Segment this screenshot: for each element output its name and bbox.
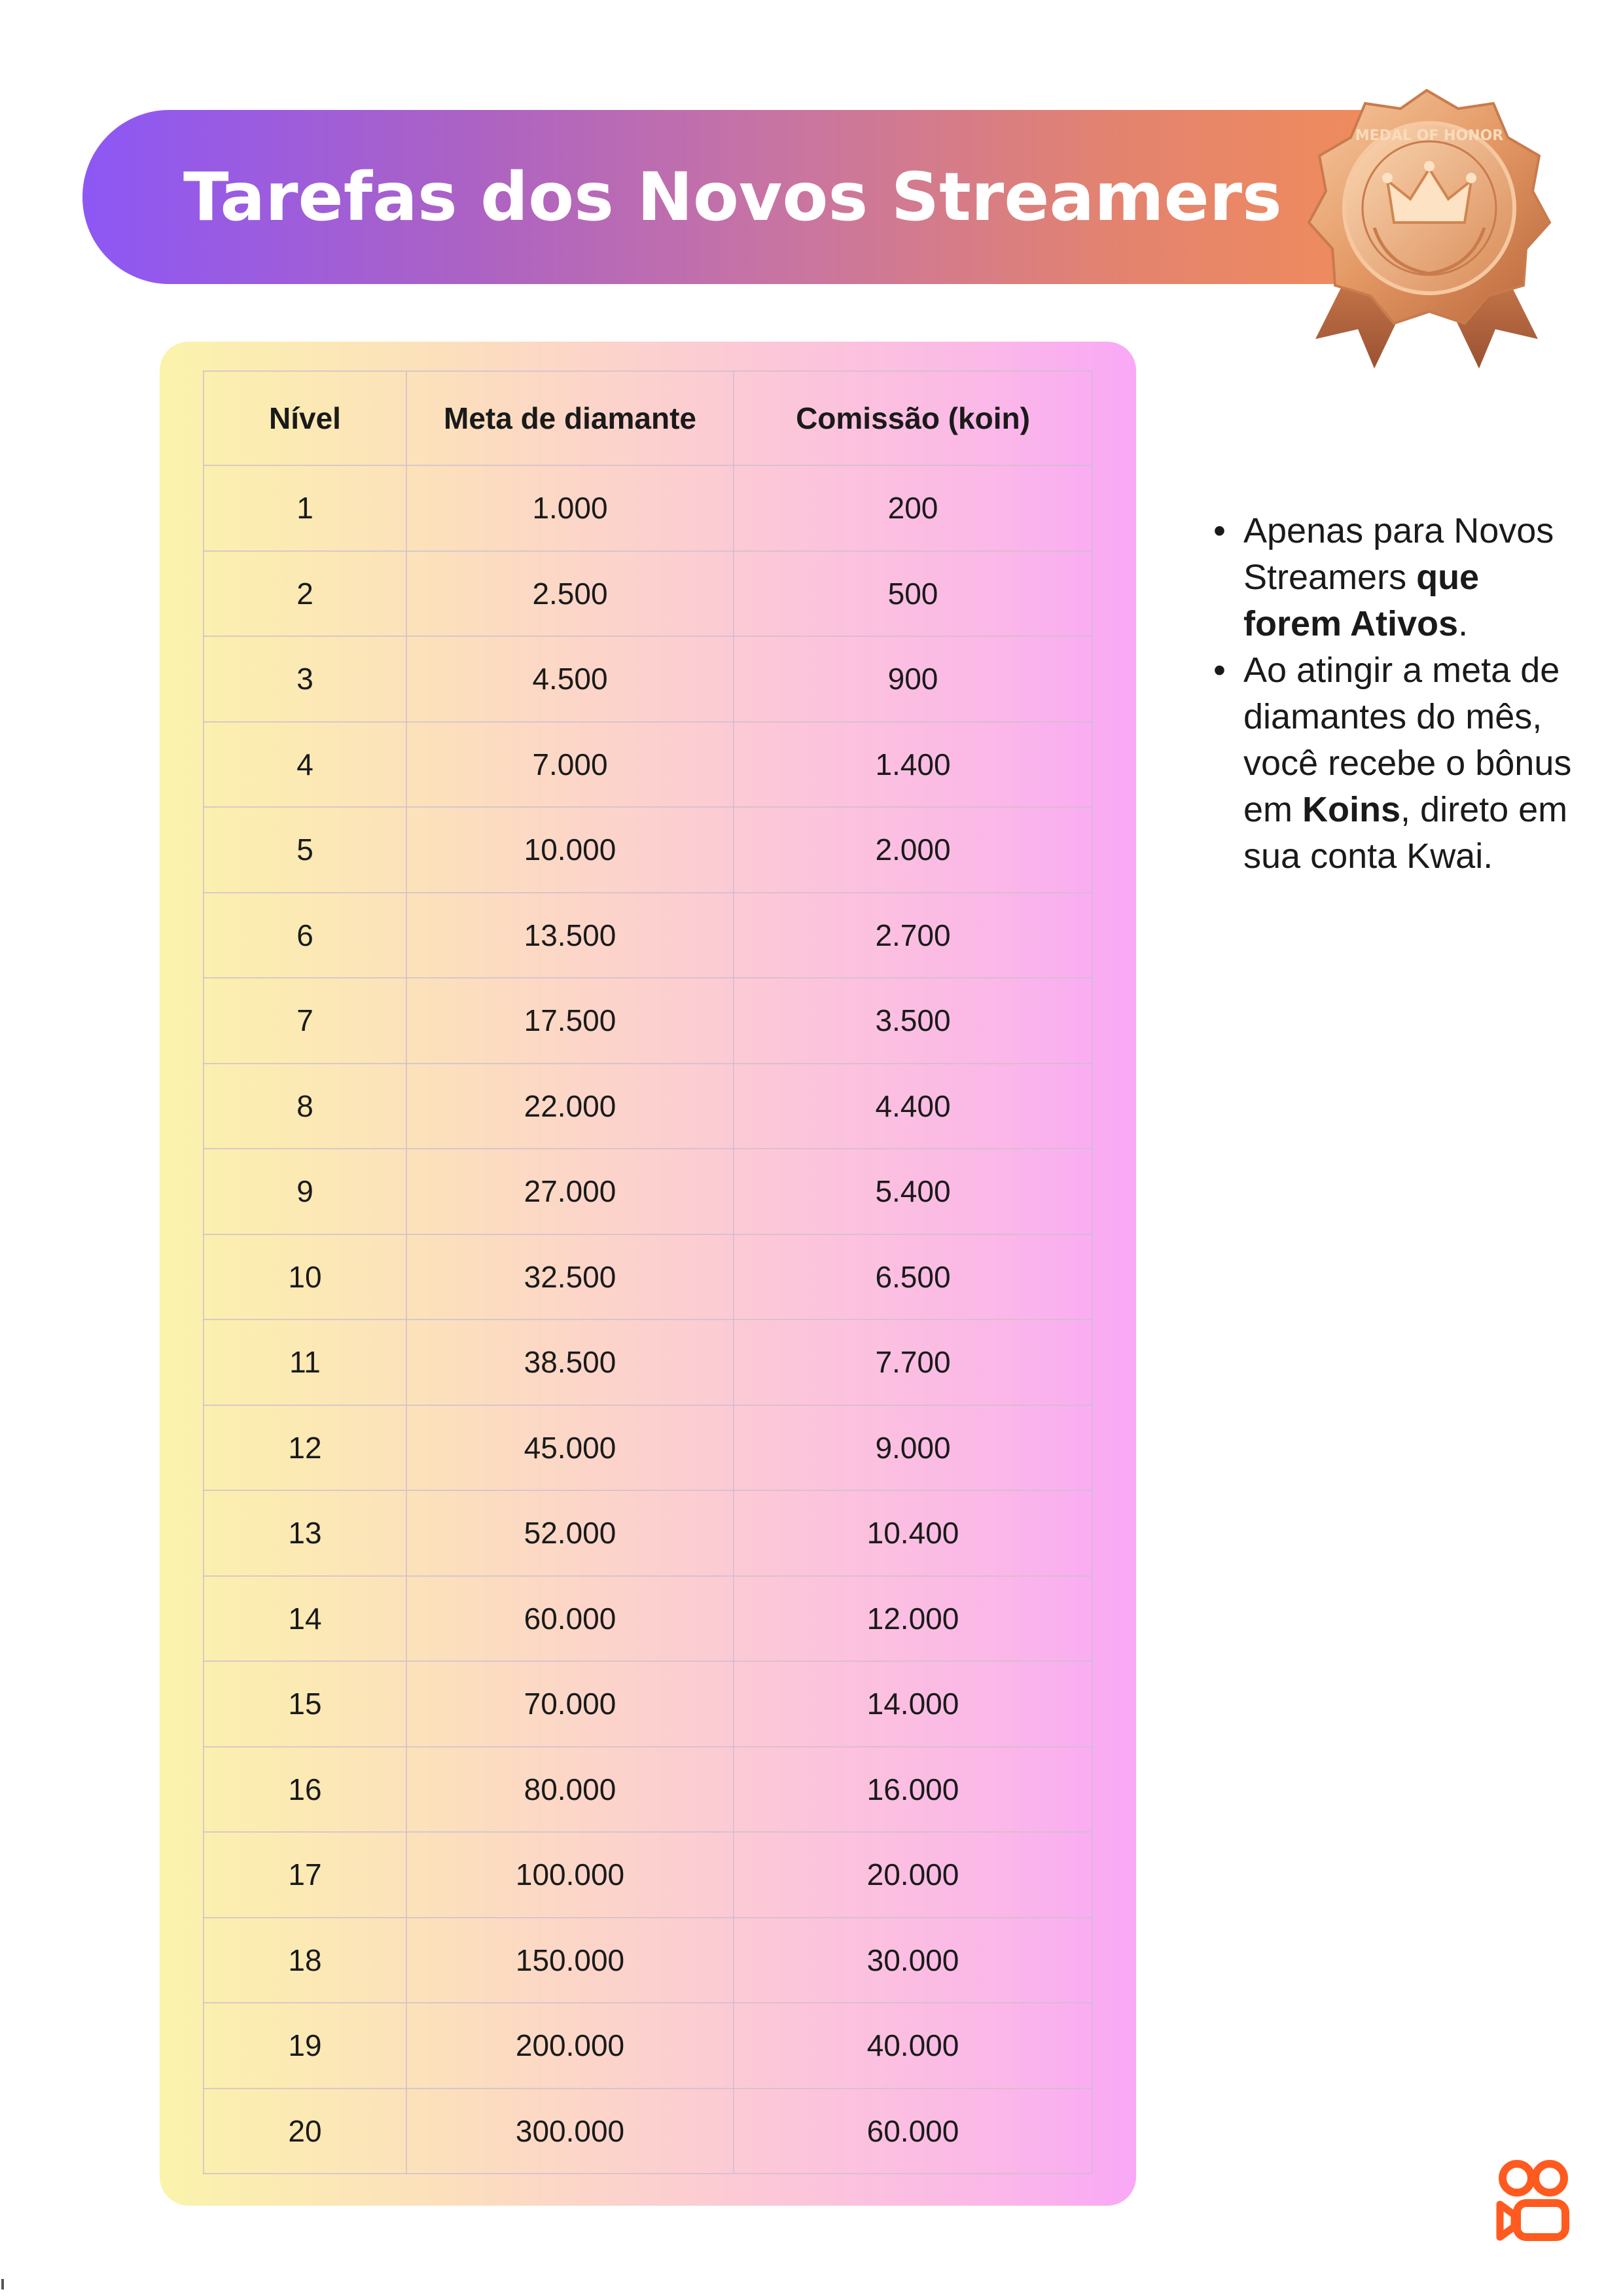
cell-meta-diamante: 10.000 [406, 807, 734, 893]
cell-meta-diamante: 27.000 [406, 1149, 734, 1234]
table-row [204, 1405, 1092, 1491]
header-meta-diamante: Meta de diamante [406, 371, 734, 465]
cell-comissao: 1.400 [734, 722, 1092, 808]
cell-comissao: 900 [734, 636, 1092, 722]
cell-nivel: 15 [204, 1661, 406, 1747]
cell-meta-diamante: 100.000 [406, 1832, 734, 1918]
cell-comissao: 10.400 [734, 1490, 1092, 1576]
cell-meta-diamante: 300.000 [406, 2089, 734, 2174]
table-row [204, 1234, 1092, 1320]
bullet-icon: • [1213, 651, 1226, 690]
cell-meta-diamante: 32.500 [406, 1234, 734, 1320]
cell-nivel: 1 [204, 465, 406, 551]
cell-nivel: 13 [204, 1490, 406, 1576]
note-text: , direto em sua conta Kwai. [1243, 790, 1568, 876]
cell-meta-diamante: 13.500 [406, 893, 734, 978]
cell-nivel: 19 [204, 2003, 406, 2089]
table-row [204, 551, 1092, 637]
cell-comissao: 16.000 [734, 1747, 1092, 1833]
cell-meta-diamante: 52.000 [406, 1490, 734, 1576]
table-row [204, 1490, 1092, 1576]
cell-nivel: 12 [204, 1405, 406, 1491]
cell-nivel: 11 [204, 1319, 406, 1405]
cell-comissao: 6.500 [734, 1234, 1092, 1320]
table-row [204, 1918, 1092, 2003]
cell-comissao: 60.000 [734, 2089, 1092, 2174]
cell-comissao: 5.400 [734, 1149, 1092, 1234]
cell-meta-diamante: 80.000 [406, 1747, 734, 1833]
cell-meta-diamante: 38.500 [406, 1319, 734, 1405]
cell-nivel: 14 [204, 1576, 406, 1662]
cell-comissao: 40.000 [734, 2003, 1092, 2089]
cell-meta-diamante: 22.000 [406, 1064, 734, 1149]
cell-nivel: 8 [204, 1064, 406, 1149]
cell-comissao: 7.700 [734, 1319, 1092, 1405]
cell-meta-diamante: 1.000 [406, 465, 734, 551]
cell-comissao: 12.000 [734, 1576, 1092, 1662]
table-row [204, 2089, 1092, 2174]
page-title: Tarefas dos Novos Streamers [183, 158, 1282, 236]
cell-nivel: 16 [204, 1747, 406, 1833]
cell-nivel: 17 [204, 1832, 406, 1918]
cell-comissao: 3.500 [734, 978, 1092, 1064]
note-text: . [1458, 604, 1469, 643]
header-comissao: Comissão (koin) [734, 371, 1092, 465]
cell-nivel: 7 [204, 978, 406, 1064]
cell-comissao: 2.700 [734, 893, 1092, 978]
cell-meta-diamante: 70.000 [406, 1661, 734, 1747]
table-row [204, 1149, 1092, 1234]
cell-comissao: 30.000 [734, 1918, 1092, 2003]
cell-nivel: 18 [204, 1918, 406, 2003]
cell-meta-diamante: 45.000 [406, 1405, 734, 1491]
table-row [204, 1747, 1092, 1833]
note-text: Apenas para Novos Streamers [1243, 511, 1554, 597]
note-emphasis: que forem Ativos [1243, 558, 1480, 643]
table-row [204, 722, 1092, 808]
cell-comissao: 9.000 [734, 1405, 1092, 1491]
table-row [204, 807, 1092, 893]
table-header-row [204, 371, 1092, 465]
table-row [204, 1064, 1092, 1149]
cell-nivel: 3 [204, 636, 406, 722]
cell-comissao: 200 [734, 465, 1092, 551]
cell-nivel: 20 [204, 2089, 406, 2174]
table-row [204, 893, 1092, 978]
table-row [204, 978, 1092, 1064]
cell-meta-diamante: 2.500 [406, 551, 734, 637]
cell-comissao: 4.400 [734, 1064, 1092, 1149]
cell-nivel: 4 [204, 722, 406, 808]
table-row [204, 636, 1092, 722]
note-item [1209, 647, 1576, 880]
header-nivel: Nível [204, 371, 406, 465]
cell-meta-diamante: 200.000 [406, 2003, 734, 2089]
note-text: Ao atingir a meta de diamantes do mês, você recebe o bônus em [1243, 651, 1572, 829]
cell-nivel: 10 [204, 1234, 406, 1320]
note-item [1209, 508, 1576, 647]
crown-medal-icon [1289, 77, 1564, 391]
level-table [203, 370, 1093, 2174]
cell-meta-diamante: 60.000 [406, 1576, 734, 1662]
cell-nivel: 5 [204, 807, 406, 893]
table-row [204, 2003, 1092, 2089]
note-emphasis: Koins [1302, 790, 1401, 829]
bullet-icon: • [1213, 511, 1226, 550]
cell-nivel: 6 [204, 893, 406, 978]
cell-meta-diamante: 4.500 [406, 636, 734, 722]
table-row [204, 1319, 1092, 1405]
table-row [204, 465, 1092, 551]
cell-meta-diamante: 17.500 [406, 978, 734, 1064]
notes-list [1209, 508, 1576, 880]
cell-meta-diamante: 150.000 [406, 1918, 734, 2003]
cell-meta-diamante: 7.000 [406, 722, 734, 808]
page-edge-mark [1, 2279, 4, 2289]
table-row [204, 1661, 1092, 1747]
medal-ribbon-text: MEDAL OF HONOR [1355, 128, 1504, 144]
table-row [204, 1576, 1092, 1662]
kwai-logo-icon [1495, 2159, 1573, 2244]
cell-nivel: 9 [204, 1149, 406, 1234]
cell-comissao: 20.000 [734, 1832, 1092, 1918]
cell-comissao: 500 [734, 551, 1092, 637]
cell-comissao: 2.000 [734, 807, 1092, 893]
cell-comissao: 14.000 [734, 1661, 1092, 1747]
table-row [204, 1832, 1092, 1918]
cell-nivel: 2 [204, 551, 406, 637]
